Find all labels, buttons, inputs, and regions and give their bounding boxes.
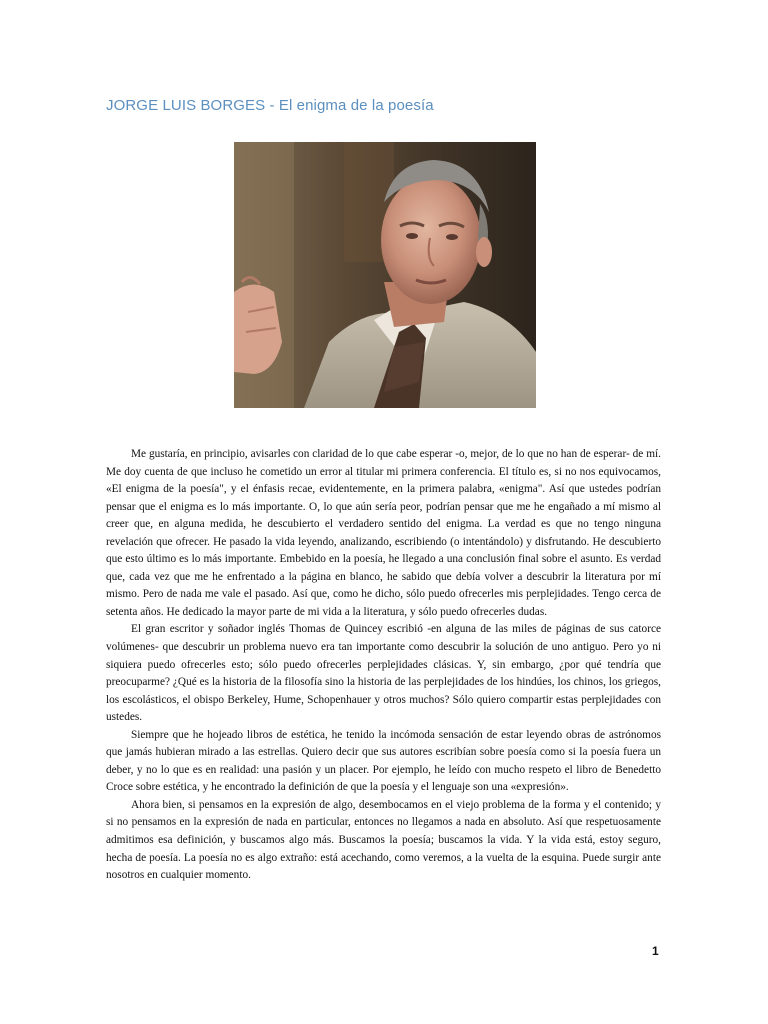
paragraph: Me gustaría, en principio, avisarles con claridad de lo que cabe esperar -o, mejor, de lo que no han de esperar- de mí. Me doy cuenta de que incluso he cometido un error al titular mi primera conferencia. El título es, si no nos equivocamos, «El enigma de la poesía", y el énfasis recae, evidentemente, en la primera palabra, «enigma". Así que ustedes podrían pensar que el enigma es lo más importante. O, lo que aún sería peor, podrían pensar que me he engañado a mí mismo al creer que, en alguna medida, he descubierto el verdadero sentido del enigma. La verdad es que no tengo ninguna revelación que ofrecer. He pasado la vida leyendo, analizando, escribiendo (o intentándolo) y disfrutando. He descubierto que esto último es lo más importante. Embebido en la poesía, he llegado a una conclusión final sobre el asunto. Es verdad que, cada vez que me he enfrentado a la página en blanco, he sabido que debía volver a descubrir la literatura por mí mismo. Pero de nada me vale el pasado. Así que, como he dicho, sólo puedo ofrecerles mis perplejidades. Tengo cerca de setenta años. He dedicado la mayor parte de mi vida a la literatura, y sólo puedo ofrecerles dudas. <box>106 448 661 618</box>
paragraph: El gran escritor y soñador inglés Thomas de Quincey escribió -en alguna de las miles de páginas de sus catorce volúmenes- que descubrir un problema nuevo era tan importante como descubrir la solución de uno antiguo. Pero yo ni siquiera puedo ofrecerles esto; sólo puedo ofrecerles perplejidades clásicas. Y, sin embargo, ¿por qué tendría que preocuparme? ¿Qué es la historia de la filosofía sino la historia de las perplejidades de los hindúes, los chinos, los griegos, los escolásticos, el obispo Berkeley, Hume, Schopenhauer y otros muchos? Sólo quiero compartir estas perplejidades con ustedes. <box>106 623 661 724</box>
author-portrait <box>234 142 536 408</box>
paragraph: Ahora bien, si pensamos en la expresión de algo, desembocamos en el viejo problema de la forma y el contenido; y si no pensamos en la expresión de nada en particular, entonces no llegamos a nada en absoluto. Así que respetuosamente admitimos esa definición, y buscamos algo más. Buscamos la poesía; buscamos la vida. Y la vida está, estoy seguro, hecha de poesía. La poesía no es algo extraño: está acechando, como veremos, a la vuelta de la esquina. Puede surgir ante nosotros en cualquier momento. <box>106 798 661 882</box>
portrait-image <box>234 142 536 408</box>
page-number: 1 <box>652 944 659 958</box>
document-body <box>106 446 661 885</box>
document-title: JORGE LUIS BORGES - El enigma de la poesía <box>106 97 434 114</box>
paragraph: Siempre que he hojeado libros de estética, he tenido la incómoda sensación de estar leyendo obras de astrónomos que jamás hubieran mirado a las estrellas. Quiero decir que sus autores escribían sobre poesía como si la poesía fuera un deber, y no lo que es en realidad: una pasión y un placer. Por ejemplo, he leído con mucho respeto el libro de Benedetto Croce sobre estética, y he encontrado la definición de que la poesía y el lenguaje son una «expresión». <box>106 728 661 794</box>
